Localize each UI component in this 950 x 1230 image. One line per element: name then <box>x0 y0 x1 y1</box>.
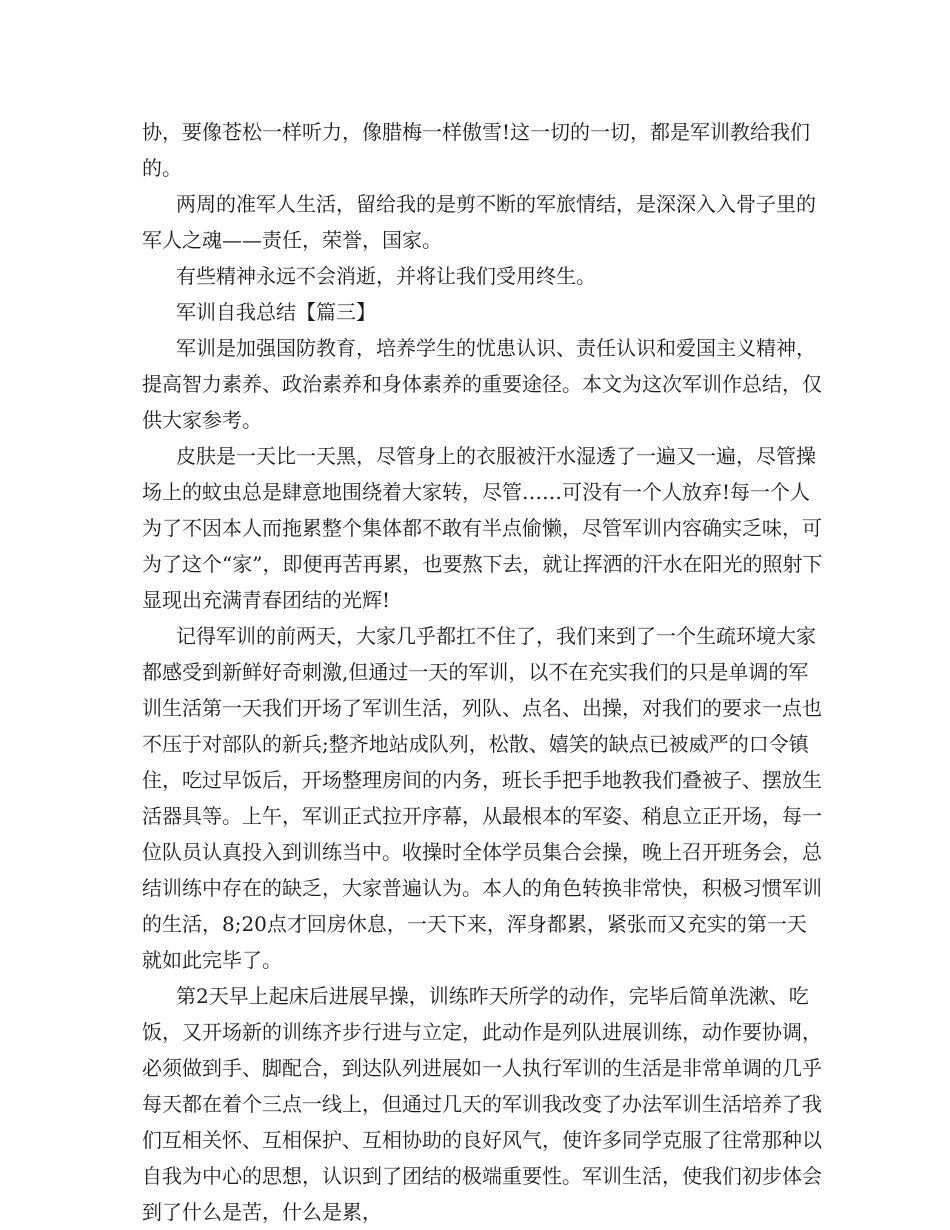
paragraph-5: 皮肤是一天比一天黑，尽管身上的衣服被汗水湿透了一遍又一遍，尽管操场上的蚊虫总是肆意地围绕着大家转，尽管……可没有一个人放弃!每一个人为了不因本人而拖累整个集体都不敢有半点偷懒，尽管军训内容确实乏味，可为了这个“家”，即便再苦再累，也要熬下去，就让挥洒的汗水在阳光的照射下显现出充满青春团结的光辉! <box>142 444 823 612</box>
paragraph-2: 两周的准军人生活，留给我的是剪不断的军旅情结，是深深入入骨子里的军人之魂——责任，荣誉，国家。 <box>142 192 816 252</box>
section-heading: 军训自我总结【篇三】 <box>176 300 376 324</box>
paragraph-3: 有些精神永远不会消逝，并将让我们受用终生。 <box>176 264 596 288</box>
paragraph-7: 第2天早上起床后进展早操，训练昨天所学的动作，完毕后简单洗漱、吃饭，又开场新的训练齐步行进与立定，此动作是列队进展训练，动作要协调，必须做到手、脚配合，到达队列进展如一人执行军训的生活是非常单调的几乎每天都在着个三点一线上，但通过几天的军训我改变了办法军训生活培养了我们互相关怀、互相保护、互相协助的良好风气，使许多同学克服了往常那种以自我为中心的思想，认识到了团结的极端重要性。军训生活，使我们初步体会到了什么是苦，什么是累， <box>142 984 822 1224</box>
document-body <box>142 114 823 1230</box>
paragraph-1: 协，要像苍松一样听力，像腊梅一样傲雪!这一切的一切，都是军训教给我们的。 <box>142 120 811 180</box>
paragraph-4: 军训是加强国防教育，培养学生的忧患认识、责任认识和爱国主义精神，提高智力素养、政治素养和身体素养的重要途径。本文为这次军训作总结，仅供大家参考。 <box>142 336 822 432</box>
paragraph-6: 记得军训的前两天，大家几乎都扛不住了，我们来到了一个生疏环境大家都感受到新鲜好奇刺激,但通过一天的军训，以不在充实我们的只是单调的军训生活第一天我们开场了军训生活，列队、点名、出操，对我们的要求一点也不压于对部队的新兵;整齐地站成队列，松散、嬉笑的缺点已被威严的口令镇住，吃过早饭后，开场整理房间的内务，班长手把手地教我们叠被子、摆放生活器具等。上午，军训正式拉开序幕，从最根本的军姿、稍息立正开场，每一位队员认真投入到训练当中。收操时全体学员集合会操，晚上召开班务会，总结训练中存在的缺乏，大家普遍认为。本人的角色转换非常快，积极习惯军训的生活，8;20点才回房休息，一天下来，浑身都累，紧张而又充实的第一天就如此完毕了。 <box>142 624 822 972</box>
